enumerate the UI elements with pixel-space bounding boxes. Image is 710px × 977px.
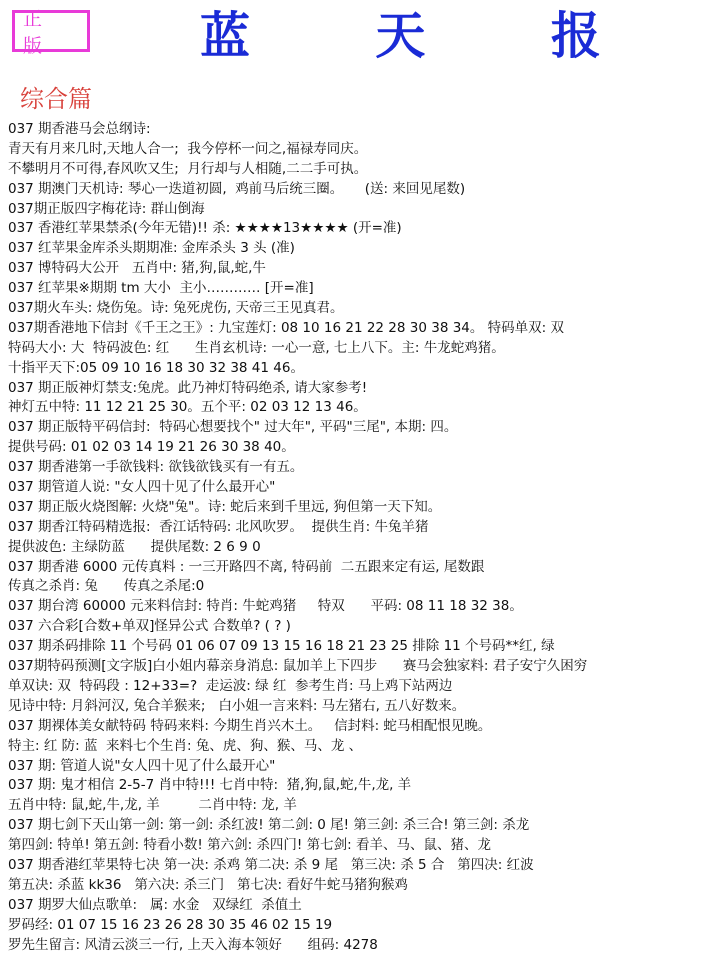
- text-line: 提供波色: 主绿防蓝 提供尾数: 2 6 9 0: [8, 538, 261, 555]
- section-title: 综合篇: [20, 85, 92, 113]
- text-line: 037 期香港红苹果特七决 第一决: 杀鸡 第二决: 杀 9 尾 第三决: 杀 5 合 第四决: 红波: [8, 856, 534, 873]
- text-line: 提供号码: 01 02 03 14 19 21 26 30 38 40。: [8, 439, 295, 456]
- text-line: 037 期台湾 60000 元来料信封: 特肖: 牛蛇鸡猪 特双 平码: 08 11 18 32 38。: [8, 598, 523, 615]
- text-line: 037 期七剑下天山第一剑: 第一剑: 杀红波! 第二剑: 0 尾! 第三剑: 杀三合! 第三剑: 杀龙: [8, 817, 530, 834]
- text-line: 罗先生留言: 风清云淡三一行, 上天入海本领好 组码: 4278: [8, 936, 378, 953]
- text-line: 037期正版四字梅花诗: 群山倒海: [8, 200, 205, 217]
- text-line: 037 期香港 6000 元传真料 : 一三开路四不离, 特码前 二五跟来定有运, 尾数跟: [8, 558, 485, 575]
- text-line: 037期特码预测[文字版]白小姐内幕亲身消息: 鼠加羊上下四步 赛马会独家料: 君子安宁久困穷: [8, 658, 588, 675]
- text-line: 037 期香港第一手欲钱料: 欲钱欲钱买有一有五。: [8, 459, 304, 476]
- text-line: 037 六合彩[合数+单双]怪异公式 合数单? ( ? ): [8, 618, 291, 635]
- text-line: 037 红苹果※期期 tm 大小 主小………… [开=准]: [8, 280, 314, 297]
- text-line: 037 期正版特平码信封: 特码心想要找个" 过大年", 平码"三尾", 本期: 四。: [8, 419, 458, 436]
- text-line: 037期火车头: 烧伤兔。诗: 兔死虎伤, 天帝三王见真君。: [8, 300, 344, 317]
- text-line: 第四剑: 特单! 第五剑: 特看小数! 第六剑: 杀四门! 第七剑: 看羊、马、鼠、猪、龙: [8, 837, 491, 854]
- text-line: 037 博特码大公开 五肖中: 猪,狗,鼠,蛇,牛: [8, 260, 266, 277]
- text-line: 第五决: 杀蓝 kk36 第六决: 杀三门 第七决: 看好牛蛇马猪狗猴鸡: [8, 876, 408, 893]
- text-line: 罗码经: 01 07 15 16 23 26 28 30 35 46 02 15 19: [8, 916, 333, 933]
- text-line: 037 期杀码排除 11 个号码 01 06 07 09 13 15 16 18 21 23 25 排除 11 个号码**红, 绿: [8, 638, 555, 655]
- newspaper-title: 蓝 天 报: [200, 6, 655, 65]
- text-line: 特码大小: 大 特码波色: 红 生肖玄机诗: 一心一意, 七上八下。主: 牛龙蛇鸡猪。: [8, 339, 505, 356]
- text-line: 037 期: 鬼才相信 2-5-7 肖中特!!! 七肖中特: 猪,狗,鼠,蛇,牛,龙, 羊: [8, 777, 412, 794]
- text-line: 037 期裸体美女献特码 特码来料: 今期生肖兴木土。 信封料: 蛇马相配恨见晚。: [8, 717, 492, 734]
- text-line: 037 期香港马会总纲诗:: [8, 121, 151, 137]
- genuine-edition-stamp: 正 版: [12, 10, 90, 52]
- text-line: 037 香港红苹果禁杀(今年无错)!! 杀: ★★★★13★★★★ (开=准): [8, 220, 402, 237]
- text-line: 037 期罗大仙点歌单: 属: 水金 双绿红 杀值土: [8, 896, 302, 913]
- text-line: 神灯五中特: 11 12 21 25 30。五个平: 02 03 12 13 46。: [8, 399, 367, 416]
- text-line: 037 期正版火烧图解: 火烧"兔"。诗: 蛇后来到千里远, 狗但第一天下知。: [8, 498, 442, 515]
- text-line: 青天有月来几时,天地人合一; 我今停杯一问之,福禄寿同庆。: [8, 140, 368, 157]
- text-line: 五肖中特: 鼠,蛇,牛,龙, 羊 二肖中特: 龙, 羊: [8, 797, 297, 814]
- text-line: 见诗中特: 月斜河汉, 兔合羊猴来; 白小姐一言来料: 马左猪右, 五八好数来。: [8, 697, 466, 714]
- text-line: 单双诀: 双 特码段 : 12+33=? 走运波: 绿 红 参考生肖: 马上鸡下站两边: [8, 677, 453, 694]
- text-line: 十指平天下:05 09 10 16 18 30 32 38 41 46。: [8, 359, 304, 376]
- text-line: 特主: 红 防: 蓝 来料七个生肖: 兔、虎、狗、猴、马、龙 、: [8, 737, 363, 754]
- text-line: 037 期管道人说: "女人四十见了什么最开心": [8, 479, 276, 496]
- text-line: 传真之杀肖: 兔 传真之杀尾:0: [8, 578, 205, 595]
- text-line: 037 期: 管道人说"女人四十见了什么最开心": [8, 757, 276, 774]
- article-body: [8, 120, 704, 955]
- text-line: 不攀明月不可得,春风吹又生; 月行却与人相随,二二手可执。: [8, 160, 368, 177]
- text-line: 037 期香江特码精选报: 香江话特码: 北风吹罗。 提供生肖: 牛兔羊猪: [8, 518, 429, 535]
- text-line: 037 期澳门天机诗: 琴心一迭道初圆, 鸡前马后统三圈。 (送: 来回见尾数): [8, 180, 466, 197]
- text-line: 037 红苹果金库杀头期期准: 金库杀头 3 头 (准): [8, 240, 295, 257]
- text-line: 037期香港地下信封《千王之王》: 九宝莲灯: 08 10 16 21 22 28 30 38 34。 特码单双: 双: [8, 319, 565, 336]
- text-line: 037 期正版神灯禁支:兔虎。此乃神灯特码绝杀, 请大家参考!: [8, 379, 368, 396]
